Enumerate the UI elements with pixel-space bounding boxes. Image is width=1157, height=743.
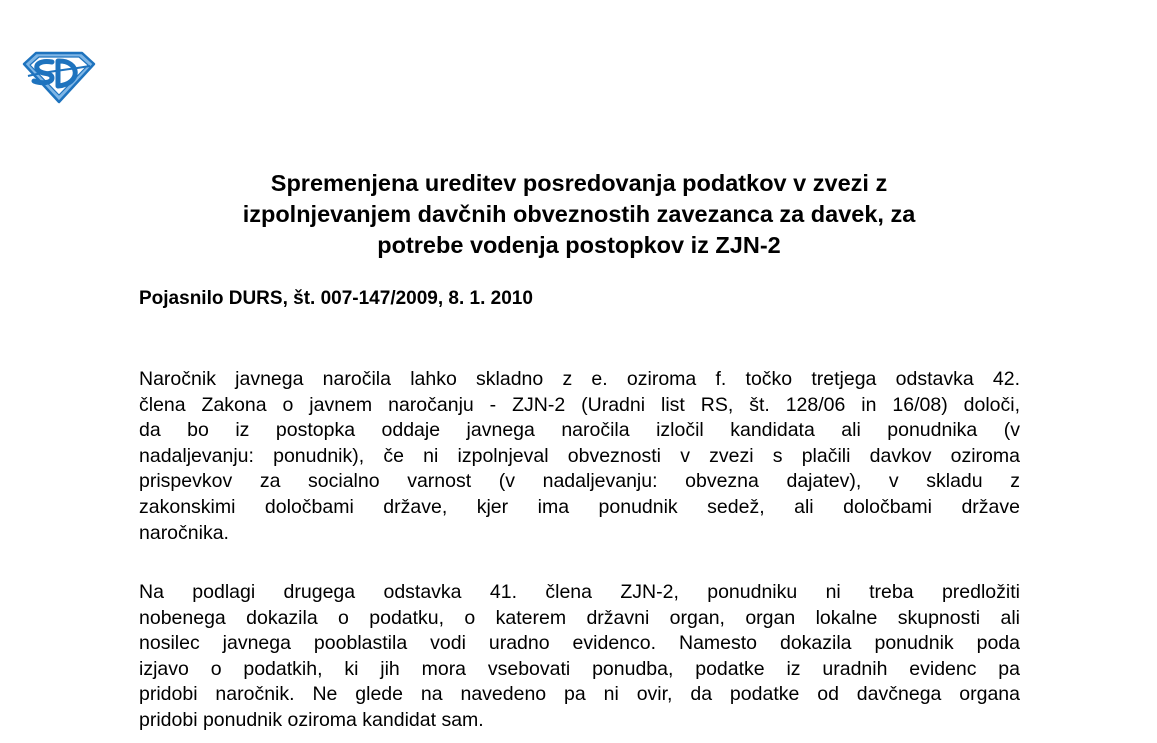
- paragraph-line: zakonskimi določbami države, kjer ima ponudnik sedež, ali določbami države: [139, 495, 1020, 518]
- paragraph-line: nadaljevanju: ponudnik), če ni izpolnjeval obveznosti v zvezi s plačili davkov oziroma: [139, 444, 1020, 467]
- paragraph-line: nosilec javnega pooblastila vodi uradno evidenco. Namesto dokazila ponudnik poda: [139, 632, 1020, 655]
- paragraph-line: pridobi naročnik. Ne glede na navedeno pa ni ovir, da podatke od davčnega organa: [139, 683, 1020, 706]
- title-line: izpolnjevanjem davčnih obveznostih zavezanca za davek, za: [242, 201, 916, 227]
- paragraph-line: pridobi ponudnik oziroma kandidat sam.: [139, 708, 484, 731]
- document-title: [140, 168, 1018, 261]
- document-subtitle: Pojasnilo DURS, št. 007-147/2009, 8. 1. 2010: [139, 288, 533, 309]
- logo-emblem-icon: [22, 50, 96, 104]
- paragraph-line: člena Zakona o javnem naročanju - ZJN-2 (Uradni list RS, št. 128/06 in 16/08) določi,: [139, 393, 1020, 416]
- paragraph-line: prispevkov za socialno varnost (v nadaljevanju: obvezna dajatev), v skladu z: [139, 470, 1020, 493]
- paragraph-line: naročnika.: [139, 521, 229, 544]
- title-line: Spremenjena ureditev posredovanja podatkov v zvezi z: [270, 170, 888, 196]
- logo: [22, 50, 96, 104]
- paragraph-line: da bo iz postopka oddaje javnega naročila izločil kandidata ali ponudnika (v: [139, 419, 1020, 442]
- paragraph-line: nobenega dokazila o podatku, o katerem državni organ, organ lokalne skupnosti ali: [139, 606, 1020, 629]
- paragraph-line: Naročnik javnega naročila lahko skladno z e. oziroma f. točko tretjega odstavka 42.: [139, 368, 1020, 390]
- paragraph-2: [139, 580, 1020, 734]
- paragraph-line: izjavo o podatkih, ki jih mora vsebovati ponudba, podatke iz uradnih evidenc pa: [139, 657, 1020, 680]
- title-line: potrebe vodenja postopkov iz ZJN-2: [377, 232, 781, 258]
- paragraph-line: Na podlagi drugega odstavka 41. člena ZJN-2, ponudniku ni treba predložiti: [139, 581, 1020, 603]
- paragraph-1: [139, 367, 1020, 546]
